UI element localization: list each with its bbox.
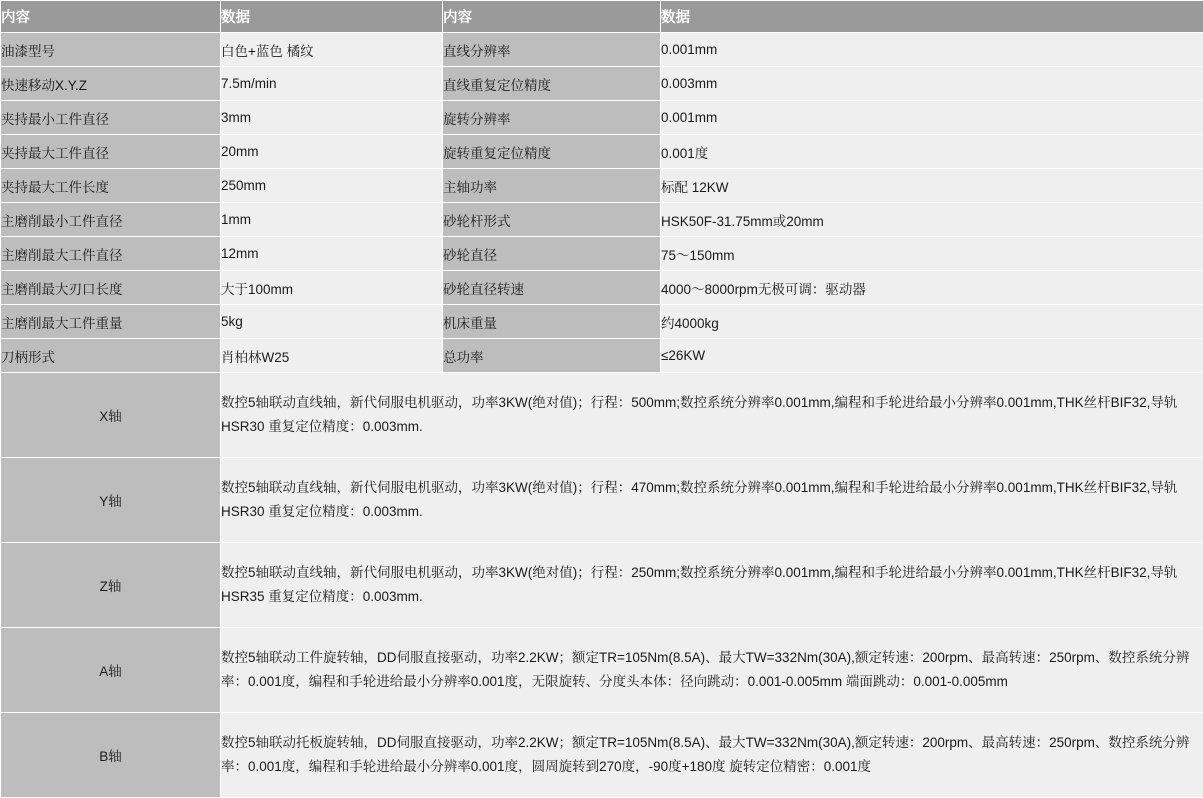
header-cell-data-left: 数据: [221, 1, 443, 33]
spec-value: ≤26KW: [661, 339, 1203, 373]
header-cell-data-right: 数据: [661, 1, 1203, 33]
spec-value: 标配 12KW: [661, 169, 1203, 203]
spec-label: 主轴功率: [443, 169, 661, 203]
axis-row-y: [1, 458, 1203, 543]
axis-name: X轴: [1, 373, 221, 458]
axis-description: 数控5轴联动工件旋转轴，DD伺服直接驱动，功率2.2KW；额定TR=105Nm(8.5A)、最大TW=332Nm(30A),额定转速：200rpm、最高转速：250rpm、数控系统分辨率：0.001度，编程和手轮进给最小分辨率0.001度，无限旋转、分度头本体：径向跳动：0.001-0.005mm 端面跳动：0.001-0.005mm: [221, 628, 1203, 713]
spec-value: 75～150mm: [661, 237, 1203, 271]
spec-label: 主磨削最大工件重量: [1, 305, 221, 339]
axis-description: 数控5轴联动直线轴，新代伺服电机驱动，功率3KW(绝对值)；行程：500mm;数控系统分辨率0.001mm,编程和手轮进给最小分辨率0.001mm,THK丝杆BIF32,导轨HSR30 重复定位精度：0.003mm.: [221, 373, 1203, 458]
spec-value: 0.001度: [661, 135, 1203, 169]
spec-value: 20mm: [221, 135, 443, 169]
header-cell-content-right: 内容: [443, 1, 661, 33]
axis-row-x: [1, 373, 1203, 458]
spec-label: 砂轮直径: [443, 237, 661, 271]
spec-label: 夹持最大工件直径: [1, 135, 221, 169]
spec-label: 刀柄形式: [1, 339, 221, 373]
spec-label: 夹持最大工件长度: [1, 169, 221, 203]
spec-value: 250mm: [221, 169, 443, 203]
spec-label: 主磨削最大刃口长度: [1, 271, 221, 305]
axis-name: B轴: [1, 713, 221, 798]
spec-label: 快速移动X.Y.Z: [1, 67, 221, 101]
spec-value: HSK50F-31.75mm或20mm: [661, 203, 1203, 237]
table-row: [1, 33, 1203, 67]
table-row: [1, 237, 1203, 271]
axis-description: 数控5轴联动直线轴，新代伺服电机驱动，功率3KW(绝对值)；行程：250mm;数控系统分辨率0.001mm,编程和手轮进给最小分辨率0.001mm,THK丝杆BIF32,导轨HSR35 重复定位精度：0.003mm.: [221, 543, 1203, 628]
spec-value: 1mm: [221, 203, 443, 237]
spec-label: 总功率: [443, 339, 661, 373]
spec-value: 大于100mm: [221, 271, 443, 305]
spec-value: 12mm: [221, 237, 443, 271]
table-body: [1, 33, 1203, 798]
spec-label: 砂轮杆形式: [443, 203, 661, 237]
axis-row-b: [1, 713, 1203, 798]
table-row: [1, 339, 1203, 373]
table-row: [1, 271, 1203, 305]
spec-label: 主磨削最大工件直径: [1, 237, 221, 271]
spec-value: 肖柏林W25: [221, 339, 443, 373]
spec-value: 7.5m/min: [221, 67, 443, 101]
spec-value: 白色+蓝色 橘纹: [221, 33, 443, 67]
axis-name: Z轴: [1, 543, 221, 628]
spec-label: 机床重量: [443, 305, 661, 339]
axis-description: 数控5轴联动直线轴，新代伺服电机驱动，功率3KW(绝对值)；行程：470mm;数控系统分辨率0.001mm,编程和手轮进给最小分辨率0.001mm,THK丝杆BIF32,导轨HSR30 重复定位精度：0.003mm.: [221, 458, 1203, 543]
table-header: [1, 1, 1203, 33]
spec-value: 5kg: [221, 305, 443, 339]
table-row: [1, 305, 1203, 339]
table-row: [1, 169, 1203, 203]
axis-name: A轴: [1, 628, 221, 713]
spec-value: 0.001mm: [661, 33, 1203, 67]
spec-label: 主磨削最小工件直径: [1, 203, 221, 237]
spec-label: 直线重复定位精度: [443, 67, 661, 101]
spec-label: 油漆型号: [1, 33, 221, 67]
spec-label: 直线分辨率: [443, 33, 661, 67]
spec-label: 旋转分辨率: [443, 101, 661, 135]
spec-value: 4000～8000rpm无极可调：驱动器: [661, 271, 1203, 305]
spec-label: 夹持最小工件直径: [1, 101, 221, 135]
spec-value: 3mm: [221, 101, 443, 135]
spec-value: 0.003mm: [661, 67, 1203, 101]
table-header-row: [1, 1, 1203, 33]
spec-value: 约4000kg: [661, 305, 1203, 339]
header-cell-content-left: 内容: [1, 1, 221, 33]
axis-name: Y轴: [1, 458, 221, 543]
spec-value: 0.001mm: [661, 101, 1203, 135]
spec-label: 旋转重复定位精度: [443, 135, 661, 169]
axis-row-z: [1, 543, 1203, 628]
table-row: [1, 101, 1203, 135]
table-row: [1, 67, 1203, 101]
spec-label: 砂轮直径转速: [443, 271, 661, 305]
axis-row-a: [1, 628, 1203, 713]
table-row: [1, 203, 1203, 237]
axis-description: 数控5轴联动托板旋转轴，DD伺服直接驱动，功率2.2KW；额定TR=105Nm(8.5A)、最大TW=332Nm(30A),额定转速：200rpm、最高转速：250rpm、数控系统分辨率：0.001度，编程和手轮进给最小分辨率0.001度，圆周旋转到270度，-90度+180度 旋转定位精密：0.001度: [221, 713, 1203, 798]
table-row: [1, 135, 1203, 169]
